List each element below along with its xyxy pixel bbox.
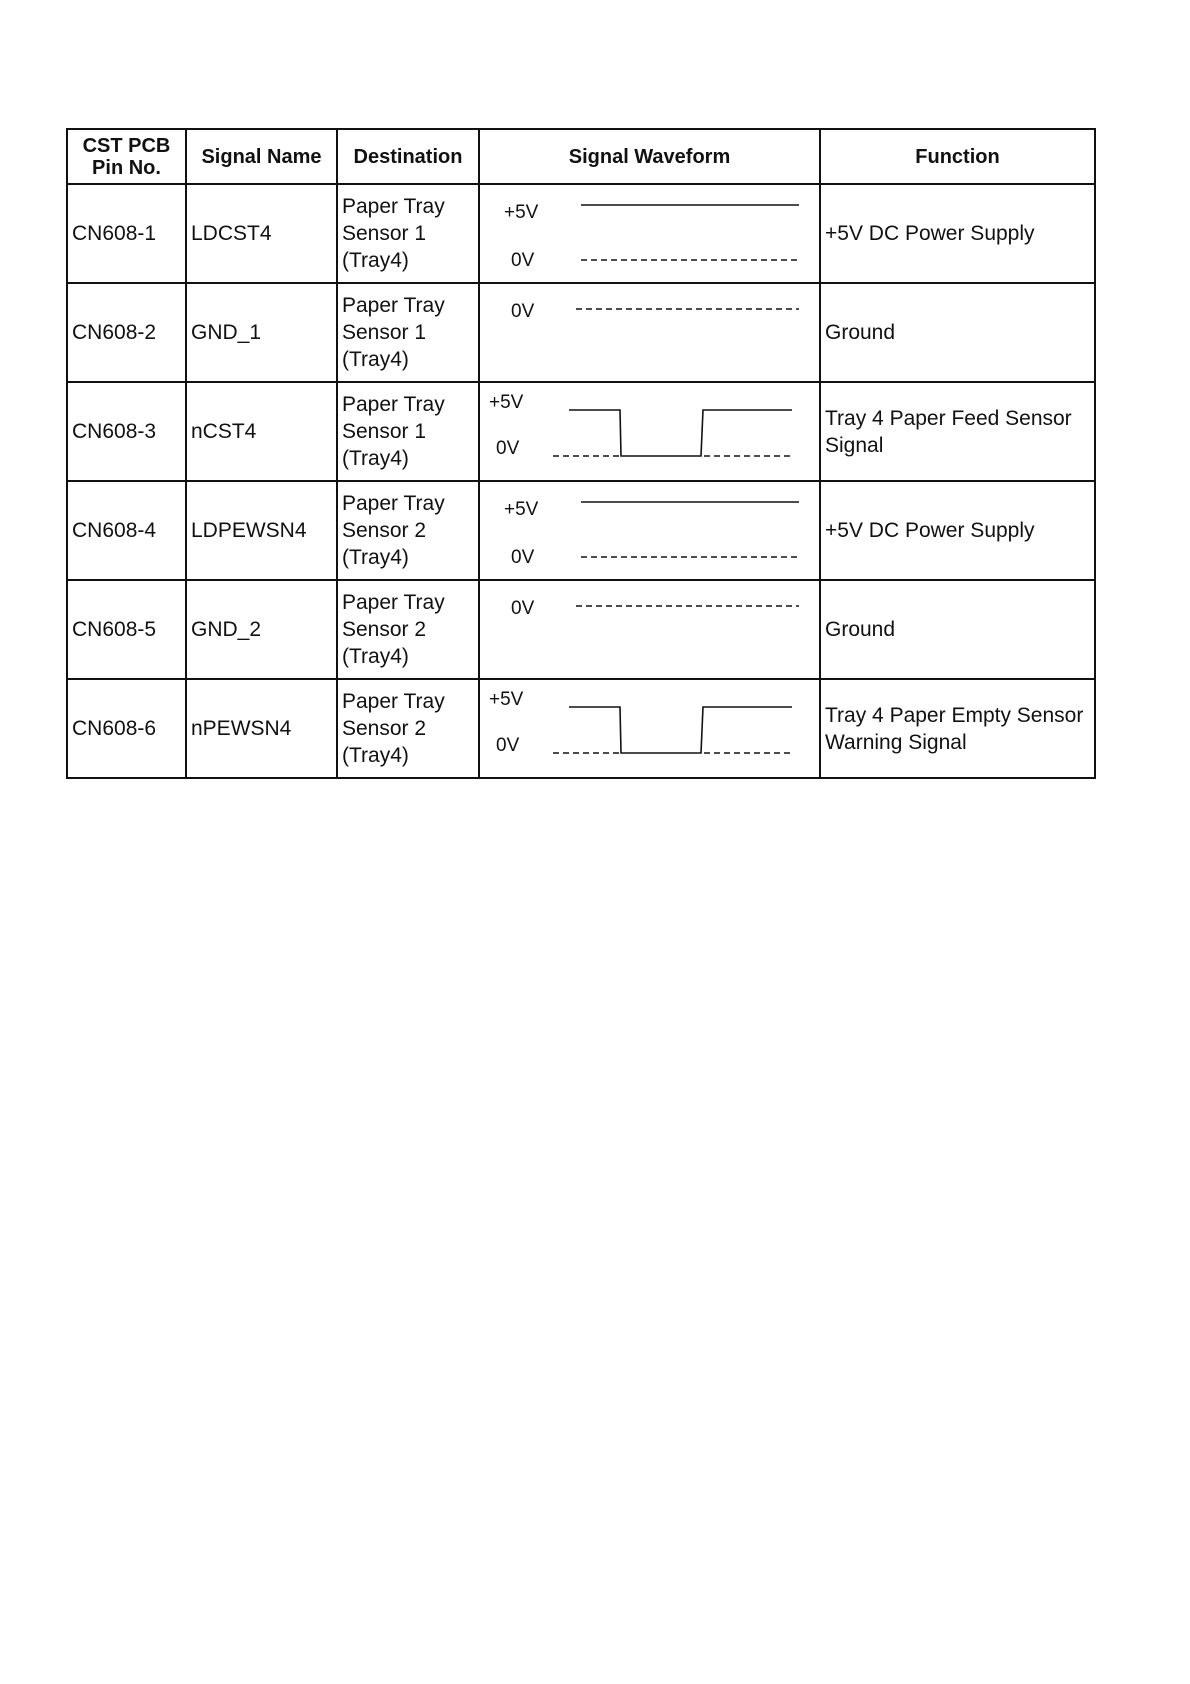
header-signal-name: Signal Name bbox=[186, 129, 337, 184]
function-cell: Tray 4 Paper Empty Sensor Warning Signal bbox=[820, 679, 1095, 778]
destination-cell bbox=[337, 382, 479, 481]
signal-cell: GND_2 bbox=[186, 580, 337, 679]
destination-line: Sensor 2 bbox=[342, 519, 427, 542]
destination-line: Paper Tray bbox=[342, 195, 445, 218]
destination-cell bbox=[337, 580, 479, 679]
destination-line: Paper Tray bbox=[342, 492, 445, 515]
function-cell: +5V DC Power Supply bbox=[820, 481, 1095, 580]
destination-line: (Tray4) bbox=[342, 348, 409, 371]
pin-cell: CN608-2 bbox=[67, 283, 186, 382]
level-low-label: 0V bbox=[511, 250, 535, 271]
signal-cell: nPEWSN4 bbox=[186, 679, 337, 778]
destination-cell bbox=[337, 481, 479, 580]
signal-cell: LDCST4 bbox=[186, 184, 337, 283]
signal-cell: GND_1 bbox=[186, 283, 337, 382]
pin-cell: CN608-1 bbox=[67, 184, 186, 283]
header-pin-line2: Pin No. bbox=[92, 156, 161, 179]
waveform-cell bbox=[479, 382, 820, 481]
waveform-graphic bbox=[480, 284, 819, 381]
header-row bbox=[67, 129, 1095, 184]
waveform-cell bbox=[479, 184, 820, 283]
level-low-label: 0V bbox=[496, 438, 520, 459]
destination-line: (Tray4) bbox=[342, 744, 409, 767]
destination-line: (Tray4) bbox=[342, 447, 409, 470]
level-low-label: 0V bbox=[511, 301, 535, 322]
pin-cell: CN608-6 bbox=[67, 679, 186, 778]
function-cell: Tray 4 Paper Feed Sensor Signal bbox=[820, 382, 1095, 481]
function-cell: Ground bbox=[820, 283, 1095, 382]
header-pin bbox=[67, 129, 186, 184]
level-high-label: +5V bbox=[504, 499, 539, 520]
destination-line: (Tray4) bbox=[342, 645, 409, 668]
signal-cell: nCST4 bbox=[186, 382, 337, 481]
waveform-cell bbox=[479, 481, 820, 580]
table-row bbox=[67, 184, 1095, 283]
header-destination: Destination bbox=[337, 129, 479, 184]
table-row bbox=[67, 679, 1095, 778]
header-pin-line1: CST PCB bbox=[82, 134, 171, 157]
table-row bbox=[67, 283, 1095, 382]
destination-line: (Tray4) bbox=[342, 546, 409, 569]
pin-cell: CN608-5 bbox=[67, 580, 186, 679]
level-high-label: +5V bbox=[489, 392, 524, 413]
waveform-cell bbox=[479, 679, 820, 778]
waveform-graphic bbox=[480, 482, 819, 579]
destination-line: Paper Tray bbox=[342, 690, 445, 713]
level-high-label: +5V bbox=[504, 202, 539, 223]
pulse-waveform bbox=[569, 410, 792, 456]
destination-line: Sensor 2 bbox=[342, 717, 427, 740]
table-row bbox=[67, 382, 1095, 481]
table-row bbox=[67, 481, 1095, 580]
waveform-graphic bbox=[480, 185, 819, 282]
waveform-cell bbox=[479, 580, 820, 679]
destination-cell bbox=[337, 283, 479, 382]
function-cell: +5V DC Power Supply bbox=[820, 184, 1095, 283]
level-high-label: +5V bbox=[489, 689, 524, 710]
level-low-label: 0V bbox=[496, 735, 520, 756]
destination-cell bbox=[337, 184, 479, 283]
function-cell: Ground bbox=[820, 580, 1095, 679]
level-low-label: 0V bbox=[511, 598, 535, 619]
destination-line: Sensor 1 bbox=[342, 222, 427, 245]
waveform-graphic bbox=[480, 680, 819, 777]
header-function: Function bbox=[820, 129, 1095, 184]
signal-cell: LDPEWSN4 bbox=[186, 481, 337, 580]
waveform-graphic bbox=[480, 581, 819, 678]
destination-line: Sensor 1 bbox=[342, 321, 427, 344]
waveform-cell bbox=[479, 283, 820, 382]
destination-line: Sensor 1 bbox=[342, 420, 427, 443]
destination-cell bbox=[337, 679, 479, 778]
destination-line: Paper Tray bbox=[342, 393, 445, 416]
pin-cell: CN608-3 bbox=[67, 382, 186, 481]
header-waveform: Signal Waveform bbox=[479, 129, 820, 184]
waveform-graphic bbox=[480, 383, 819, 480]
pin-cell: CN608-4 bbox=[67, 481, 186, 580]
destination-line: (Tray4) bbox=[342, 249, 409, 272]
destination-line: Sensor 2 bbox=[342, 618, 427, 641]
destination-line: Paper Tray bbox=[342, 591, 445, 614]
pulse-waveform bbox=[569, 707, 792, 753]
table-row bbox=[67, 580, 1095, 679]
level-low-label: 0V bbox=[511, 547, 535, 568]
signal-table bbox=[66, 128, 1096, 779]
destination-line: Paper Tray bbox=[342, 294, 445, 317]
